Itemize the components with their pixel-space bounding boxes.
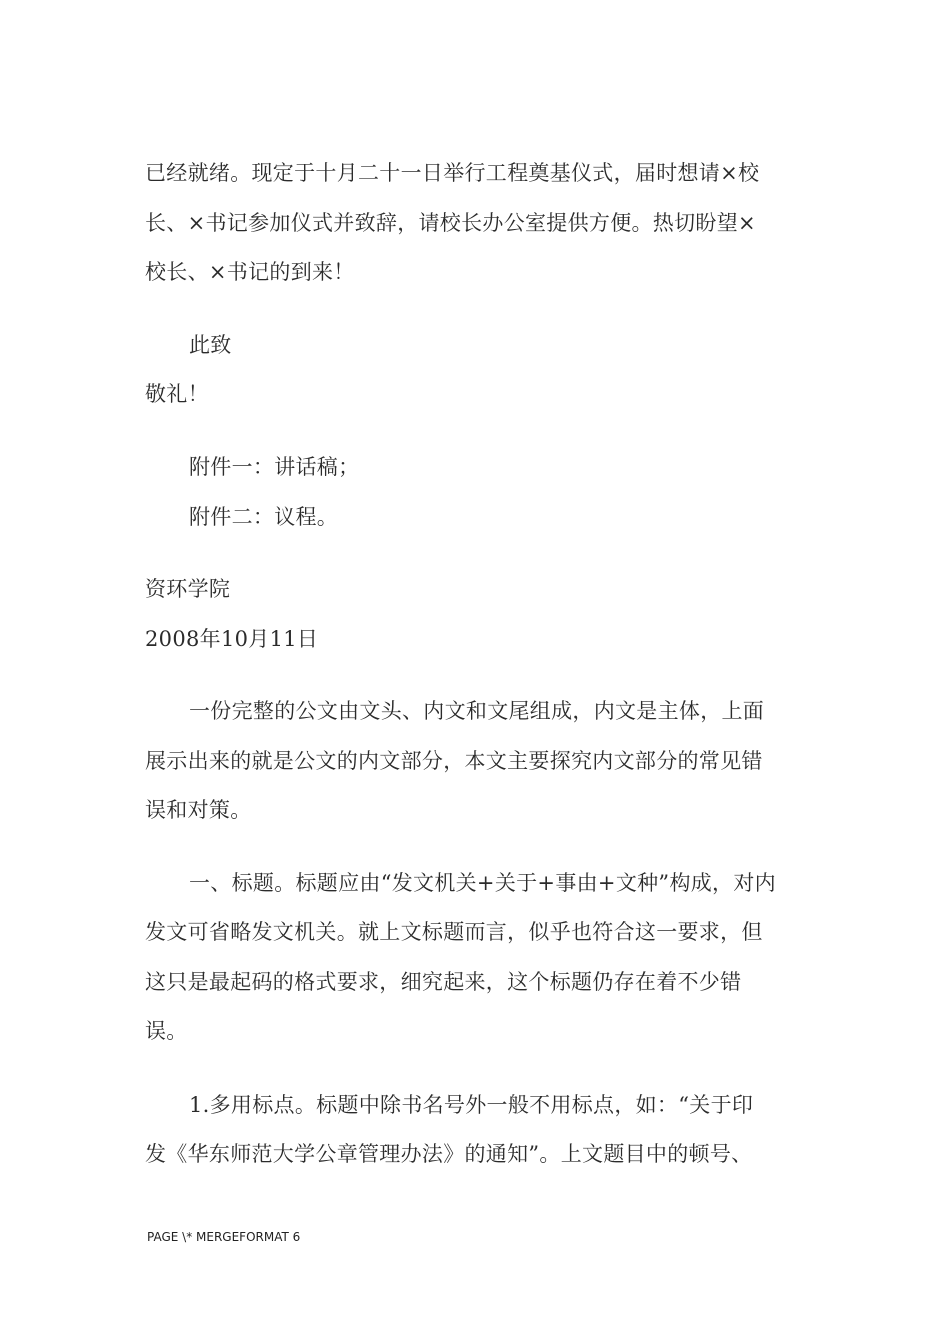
closing-jing-li: 敬礼！ — [145, 382, 209, 406]
closing-ci-zhi: 此致 — [189, 333, 232, 357]
attachment-1: 附件一：讲话稿； — [189, 455, 360, 479]
signature: 资环学院 — [145, 577, 231, 601]
paragraph-2-line-3: 这只是最起码的格式要求，细究起来，这个标题仍存在着不少错 — [145, 970, 742, 994]
paragraph-2-line-2: 发文可省略发文机关。就上文标题而言，似乎也符合这一要求，但 — [145, 920, 763, 944]
page-footer: PAGE \* MERGEFORMAT 6 — [147, 1230, 301, 1244]
letter-body-line-1: 已经就绪。现定于十月二十一日举行工程奠基仪式，届时想请×校 — [145, 161, 760, 185]
paragraph-1-line-3: 误和对策。 — [145, 798, 252, 822]
paragraph-1-line-2: 展示出来的就是公文的内文部分，本文主要探究内文部分的常见错 — [145, 749, 763, 773]
letter-body-line-2: 长、×书记参加仪式并致辞，请校长办公室提供方便。热切盼望× — [145, 211, 756, 235]
paragraph-2-line-4: 误。 — [145, 1019, 188, 1043]
paragraph-2-line-1: 一、标题。标题应由“发文机关+关于+事由+文种”构成，对内 — [189, 871, 776, 895]
paragraph-3-line-2: 发《华东师范大学公章管理办法》的通知”。上文题目中的顿号、 — [145, 1142, 753, 1166]
letter-body-line-3: 校长、×书记的到来！ — [145, 260, 355, 284]
paragraph-3-line-1: 1.多用标点。标题中除书名号外一般不用标点，如：“关于印 — [189, 1093, 754, 1117]
date: 2008年10月11日 — [145, 627, 319, 651]
attachment-2: 附件二：议程。 — [189, 505, 339, 529]
paragraph-1-line-1: 一份完整的公文由文头、内文和文尾组成，内文是主体，上面 — [189, 699, 765, 723]
